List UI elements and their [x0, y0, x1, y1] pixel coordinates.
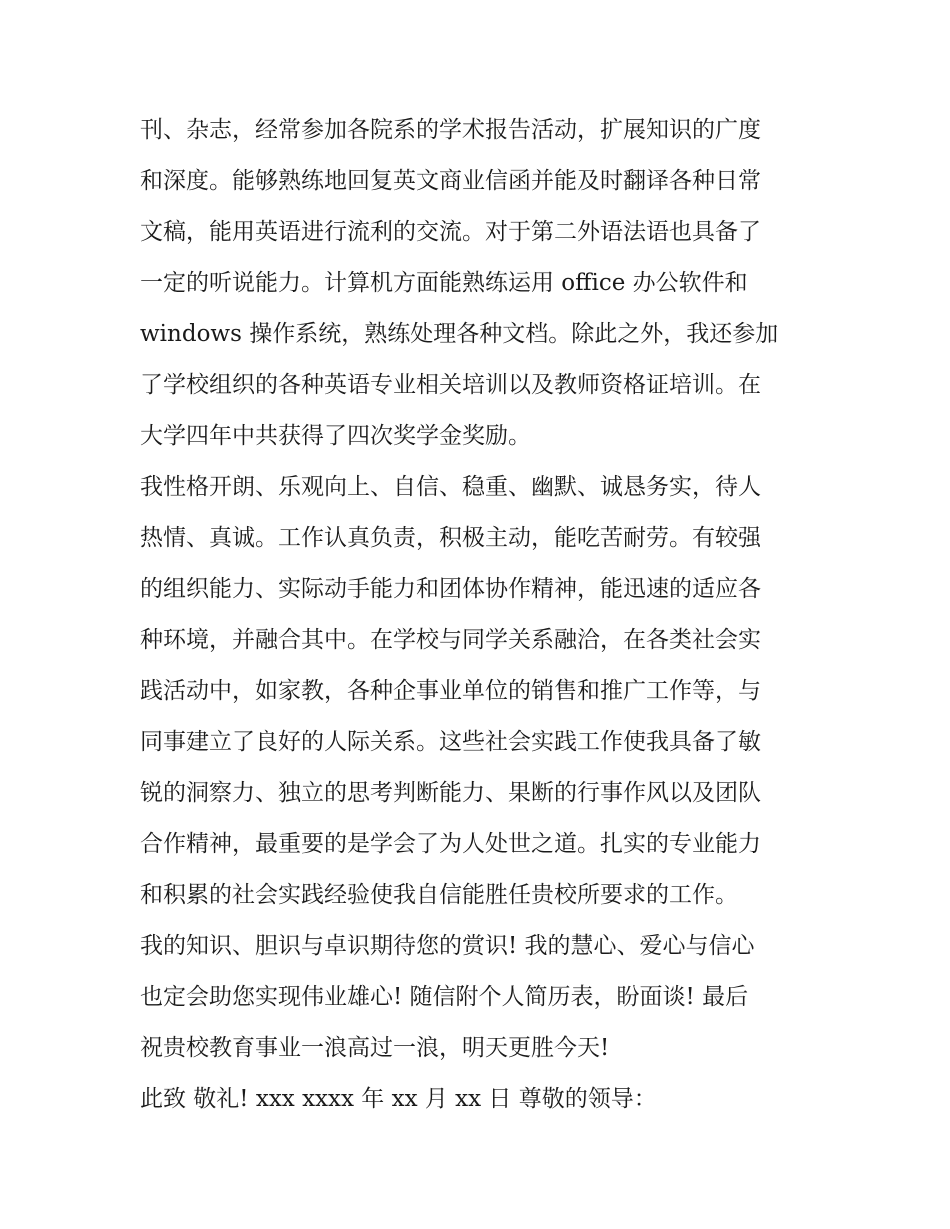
text-line: 文稿，能用英语进行流利的交流。对于第二外语法语也具备了 [140, 219, 761, 245]
text-line: 践活动中，如家教，各种企事业单位的销售和推广工作等，与 [140, 678, 761, 704]
text-line: 合作精神，最重要的是学会了为人处世之道。扎实的专业能力 [140, 831, 761, 857]
text-line: 了学校组织的各种英语专业相关培训以及教师资格证培训。在 [140, 372, 761, 398]
text-line: 同事建立了良好的人际关系。这些社会实践工作使我具备了敏 [140, 729, 761, 755]
text-line: 和深度。能够熟练地回复英文商业信函并能及时翻译各种日常 [140, 168, 761, 194]
closing-line: 此致 敬礼! xxx xxxx 年 xx 月 xx 日 尊敬的领导： [140, 1086, 657, 1112]
text-line: 和积累的社会实践经验使我自信能胜任贵校所要求的工作。 [140, 882, 738, 908]
text-line: 也定会助您实现伟业雄心! 随信附个人简历表，盼面谈! 最后 [140, 984, 749, 1010]
text-line: 祝贵校教育事业一浪高过一浪，明天更胜今天! [140, 1035, 610, 1061]
text-line: 种环境，并融合其中。在学校与同学关系融洽，在各类社会实 [140, 627, 761, 653]
text-line: 我性格开朗、乐观向上、自信、稳重、幽默、诚恳务实，待人 [140, 474, 761, 500]
text-line: 刊、杂志，经常参加各院系的学术报告活动，扩展知识的广度 [140, 117, 761, 143]
text-line: 锐的洞察力、独立的思考判断能力、果断的行事作风以及团队 [140, 780, 761, 806]
letter-body [140, 110, 820, 1130]
text-line: 的组织能力、实际动手能力和团体协作精神，能迅速的适应各 [140, 576, 761, 602]
text-line: 我的知识、胆识与卓识期待您的赏识! 我的慧心、爱心与信心 [140, 933, 755, 959]
text-line: 大学四年中共获得了四次奖学金奖励。 [140, 423, 531, 449]
text-line: 热情、真诚。工作认真负责，积极主动，能吃苦耐劳。有较强 [140, 525, 761, 551]
text-line: windows 操作系统，熟练处理各种文档。除此之外，我还参加 [140, 321, 779, 347]
text-line: 一定的听说能力。计算机方面能熟练运用 office 办公软件和 [140, 270, 748, 296]
